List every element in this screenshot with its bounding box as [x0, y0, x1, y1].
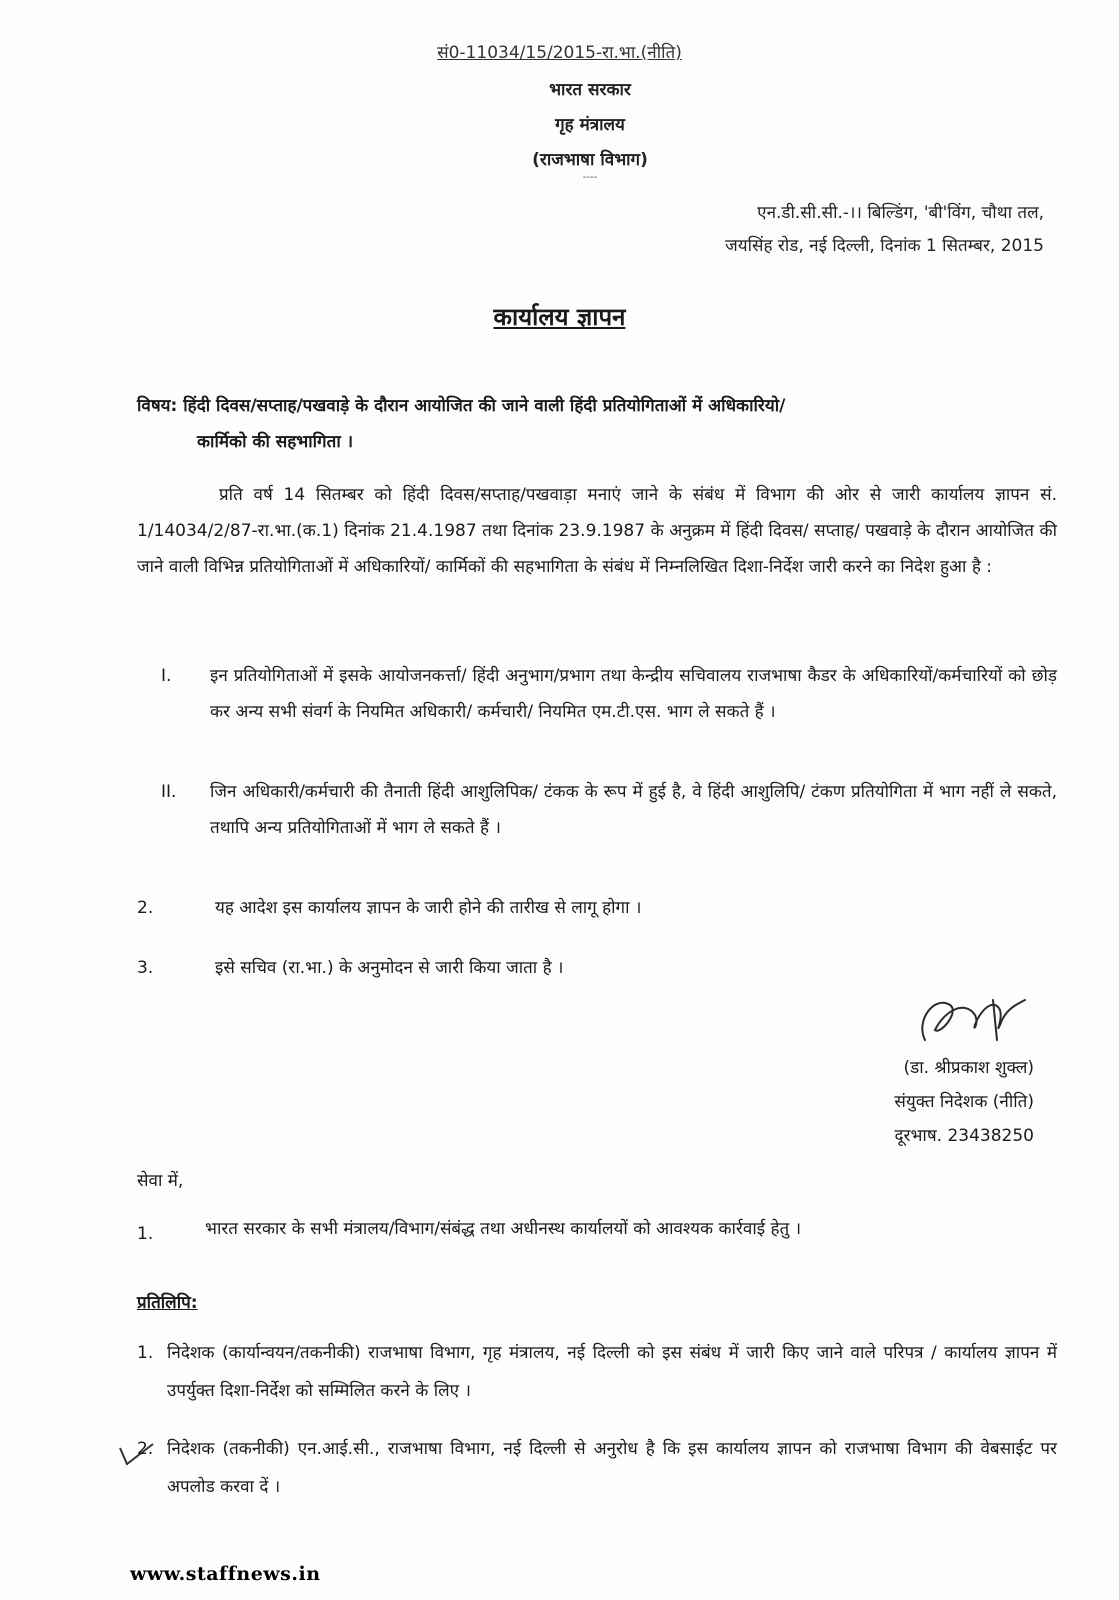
- intro-paragraph: प्रति वर्ष 14 सितम्बर को हिंदी दिवस/सप्ताह/पखवाड़ा मनाएं जाने के संबंध में विभाग की ओर से जारी कार्यालय ज्ञापन सं. 1/14034/2/87-रा.भा.(क.1) दिनांक 21.4.1987 तथा दिनांक 23.9.1987 के अनुक्रम में हिंदी दिवस/ सप्ताह/ पखवाड़े के दौरान आयोजित की जाने वाली विभिन्न प्रतियोगिताओं में अधिकारियों/ कार्मिकों की सहभागिता के संबंध में निम्नलिखित दिशा-निर्देश जारी करने का निदेश हुआ है :: [137, 485, 1057, 577]
- signatory-phone: दूरभाष. 23438250: [894, 1126, 1034, 1146]
- signatory-designation: संयुक्त निदेशक (नीति): [894, 1092, 1034, 1112]
- paragraph-number: 2.: [137, 898, 154, 918]
- subject-line-2: कार्मिको की सहभागिता ।: [197, 432, 354, 452]
- address-line-2: जयसिंह रोड, नई दिल्ली, दिनांक 1 सितम्बर, 2015: [725, 236, 1044, 256]
- memo-title: कार्यालय ज्ञापन: [493, 303, 626, 331]
- copy-number: 2.: [137, 1439, 154, 1459]
- address-line-1: एन.डी.सी.सी.-।। बिल्डिंग, 'बी'विंग, चौथा तल,: [757, 203, 1044, 223]
- guideline-number: I.: [161, 666, 172, 686]
- copy-item: [137, 1334, 1057, 1410]
- copy-text: निदेशक (तकनीकी) एन.आई.सी., राजभाषा विभाग, नई दिल्ली से अनुरोध है कि इस कार्यालय ज्ञापन को राजभाषा विभाग की वेबसाईट पर अपलोड करवा दें ।: [167, 1439, 1057, 1497]
- copy-number: 1.: [137, 1343, 154, 1363]
- copy-to-heading: प्रतिलिपि:: [137, 1293, 198, 1313]
- subject-line-1: विषय: हिंदी दिवस/सप्ताह/पखवाड़े के दौरान आयोजित की जाने वाली हिंदी प्रतियोगिताओं में अधिकारियो/: [137, 396, 786, 416]
- to-heading: सेवा में,: [137, 1171, 184, 1191]
- paragraph-text: इसे सचिव (रा.भा.) के अनुमोदन से जारी किया जाता है ।: [215, 958, 564, 978]
- header-separator: ----: [582, 172, 598, 183]
- government-heading: भारत सरकार: [549, 80, 631, 100]
- copy-item: [137, 1430, 1057, 1506]
- recipient-item: [137, 1216, 1057, 1244]
- recipient-text: भारत सरकार के सभी मंत्रालय/विभाग/संबंद्ध तथा अधीनस्थ कार्यालयों को आवश्यक कार्रवाई हेतु ।: [205, 1219, 802, 1239]
- guideline-item: [137, 658, 1057, 730]
- recipient-number: 1.: [137, 1224, 154, 1244]
- site-watermark: www.staffnews.in: [130, 1563, 321, 1585]
- guideline-text: इन प्रतियोगिताओं में इसके आयोजनकर्त्ता/ हिंदी अनुभाग/प्रभाग तथा केन्द्रीय सचिवालय राजभाषा कैडर के अधिकारियों/कर्मचारियों को छोड़ कर अन्य सभी संवर्ग के नियमित अधिकारी/ कर्मचारी/ नियमित एम.टी.एस. भाग ले सकते हैं ।: [210, 666, 1057, 722]
- paragraph-text: यह आदेश इस कार्यालय ज्ञापन के जारी होने की तारीख से लागू होगा ।: [215, 898, 642, 918]
- ministry-heading: गृह मंत्रालय: [555, 115, 625, 135]
- paragraph-number: 3.: [137, 958, 154, 978]
- department-heading: (राजभाषा विभाग): [532, 150, 648, 170]
- guideline-number: II.: [161, 782, 177, 802]
- subject-block: [137, 388, 1057, 460]
- guideline-text: जिन अधिकारी/कर्मचारी की तैनाती हिंदी आशुलिपिक/ टंकक के रूप में हुई है, वे हिंदी आशुलिपि/ टंकण प्रतियोगिता में भाग नहीं ले सकते, तथापि अन्य प्रतियोगिताओं में भाग ले सकते हैं ।: [210, 782, 1057, 838]
- file-number: सं0-11034/15/2015-रा.भा.(नीति): [437, 43, 682, 63]
- signature-icon: [905, 980, 1035, 1060]
- copy-text: निदेशक (कार्यान्वयन/तकनीकी) राजभाषा विभाग, गृह मंत्रालय, नई दिल्ली को इस संबंध में जारी किए जाने वाले परिपत्र / कार्यालय ज्ञापन में उपर्युक्त दिशा-निर्देश को सम्मिलित करने के लिए ।: [167, 1343, 1057, 1401]
- signatory-name: (डा. श्रीप्रकाश शुक्ल): [903, 1058, 1034, 1078]
- guideline-item: [137, 774, 1057, 846]
